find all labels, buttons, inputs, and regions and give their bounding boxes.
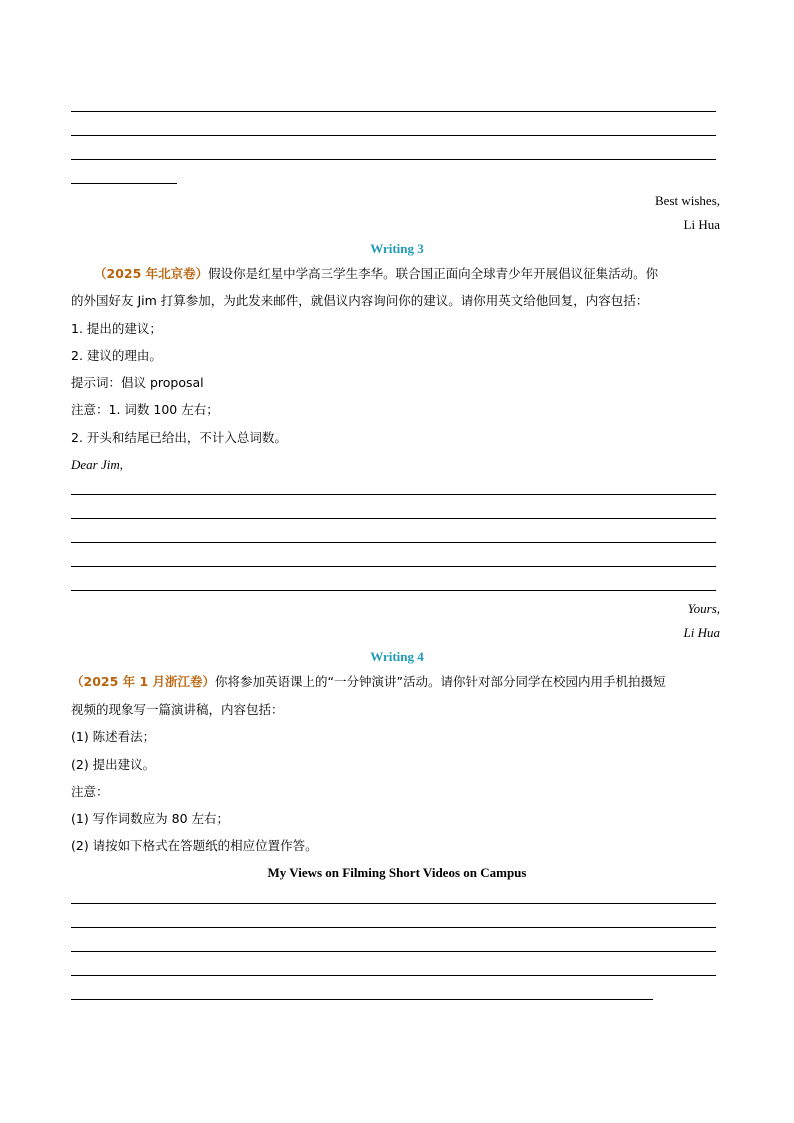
writing-3-source: （2025 年北京卷） xyxy=(94,266,209,281)
writing-4-heading: Writing 4 xyxy=(370,649,424,664)
writing-3-prompt-line2: 的外国好友 Jim 打算参加，为此发来邮件，就倡议内容询问你的建议。请你用英文给他回复，内容包括： xyxy=(71,293,649,308)
writing-3-note: 2. 开头和结尾已给出，不计入总词数。 xyxy=(71,430,287,445)
closing-best-wishes: Best wishes, xyxy=(655,193,720,208)
answer-line[interactable] xyxy=(71,590,716,591)
writing-4-notes-label: 注意： xyxy=(71,784,109,799)
writing-3-salutation: Dear Jim, xyxy=(71,457,123,472)
answer-line[interactable] xyxy=(71,159,716,160)
writing-4-note: (1) 写作词数应为 80 左右； xyxy=(71,811,230,826)
answer-line[interactable] xyxy=(71,975,716,976)
writing-4-prompt-text1: 你将参加英语课上的“一分钟演讲”活动。请你针对部分同学在校园内用手机拍摄短 xyxy=(215,674,666,689)
writing-3-note: 注意：1. 词数 100 左右； xyxy=(71,402,219,417)
writing-3-heading: Writing 3 xyxy=(370,241,424,256)
writing-4-prompt-line2: 视频的现象写一篇演讲稿，内容包括： xyxy=(71,702,284,717)
answer-line[interactable] xyxy=(71,566,716,567)
answer-line[interactable] xyxy=(71,903,716,904)
writing-3-prompt-text1: 假设你是红星中学高三学生李华。联合国正面向全球青少年开展倡议征集活动。你 xyxy=(208,266,659,281)
answer-line[interactable] xyxy=(71,135,716,136)
answer-line[interactable] xyxy=(71,542,716,543)
writing-3-signature: Li Hua xyxy=(683,625,720,640)
answer-line[interactable] xyxy=(71,518,716,519)
writing-3-prompt-line1 xyxy=(94,266,658,282)
writing-3-closing: Yours, xyxy=(687,601,720,616)
writing-4-source: （2025 年 1 月浙江卷） xyxy=(71,674,216,689)
answer-line-short[interactable] xyxy=(71,183,177,184)
writing-4-note: (2) 请按如下格式在答题纸的相应位置作答。 xyxy=(71,838,318,853)
writing-4-prompt-line1 xyxy=(71,674,666,690)
writing-3-item: 1. 提出的建议； xyxy=(71,321,162,336)
writing-3-hint: 提示词：倡议 proposal xyxy=(71,375,204,390)
answer-line[interactable] xyxy=(71,111,716,112)
writing-3-item: 2. 建议的理由。 xyxy=(71,348,162,363)
writing-4-title: My Views on Filming Short Videos on Campus xyxy=(267,865,527,880)
answer-line[interactable] xyxy=(71,927,716,928)
answer-line[interactable] xyxy=(71,951,716,952)
writing-4-item: (1) 陈述看法； xyxy=(71,729,156,744)
answer-line[interactable] xyxy=(71,494,716,495)
answer-line[interactable] xyxy=(71,999,653,1000)
writing-4-item: (2) 提出建议。 xyxy=(71,757,156,772)
closing-signature: Li Hua xyxy=(683,217,720,232)
